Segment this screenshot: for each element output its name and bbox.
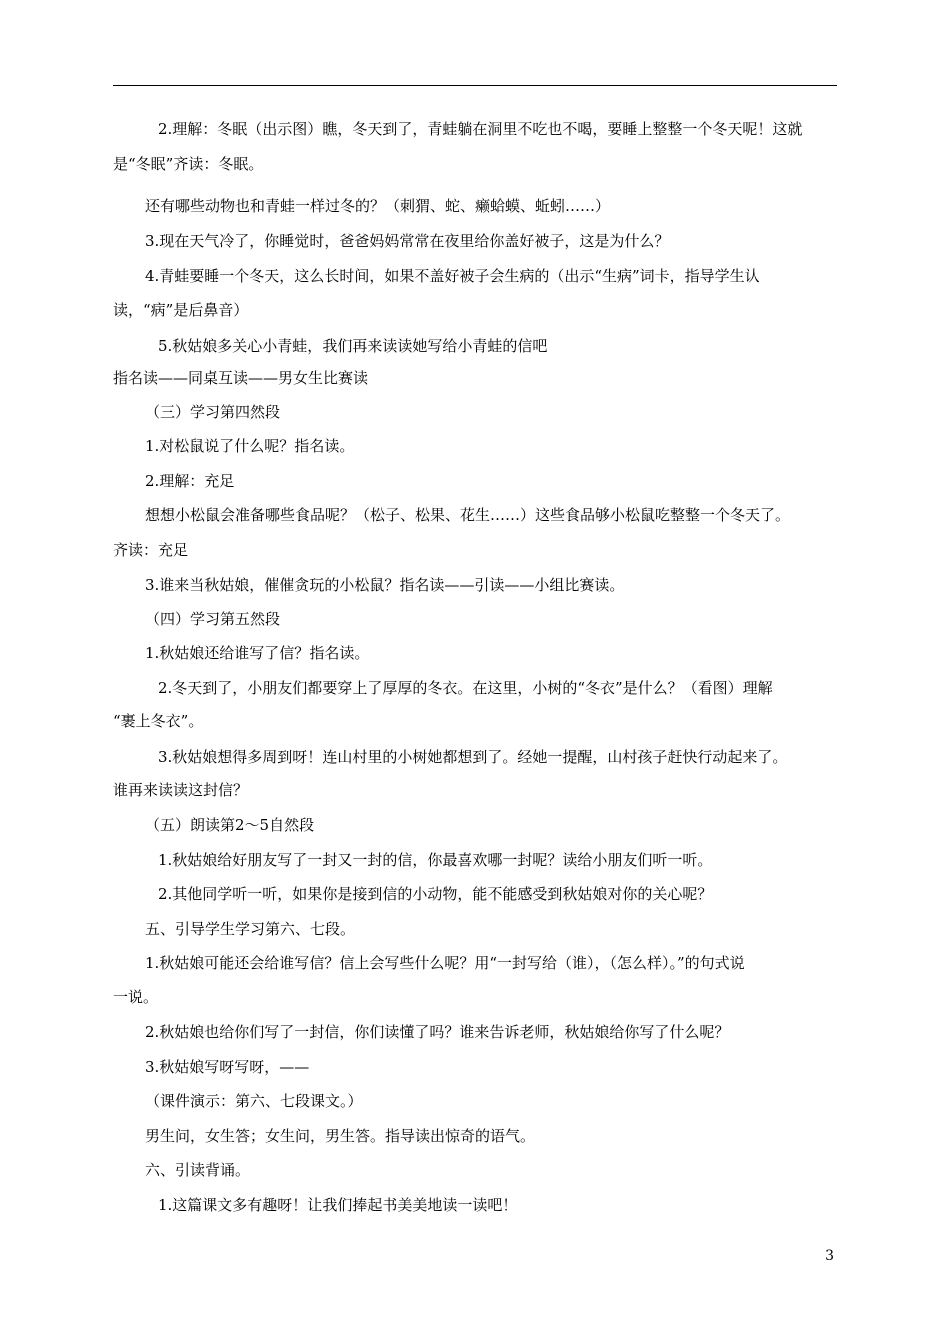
text-line: 2.秋姑娘也给你们写了一封信，你们读懂了吗？谁来告诉老师，秋姑娘给你写了什么呢？ [145,1023,730,1041]
text-line: 谁再来读读这封信？ [113,781,249,799]
section-heading: （五）朗读第2～5自然段 [145,816,315,834]
text-line: 齐读：充足 [113,541,189,559]
header-rule [113,85,837,86]
section-heading: 五、引导学生学习第六、七段。 [145,920,356,938]
text-line: “裹上冬衣”。 [113,712,204,730]
text-line: 1.这篇课文多有趣呀！让我们捧起书美美地读一读吧！ [158,1196,518,1214]
text-line: 2.其他同学听一听，如果你是接到信的小动物，能不能感受到秋姑娘对你的关心呢？ [158,885,713,903]
text-line: 2.理解：充足 [145,472,235,490]
text-line: 读，“病”是后鼻音） [113,301,249,319]
text-line: 1.对松鼠说了什么呢？指名读。 [145,437,355,455]
text-line: 男生问，女生答；女生问，男生答。指导读出惊奇的语气。 [145,1127,536,1145]
text-line: 想想小松鼠会准备哪些食品呢？（松子、松果、花生……）这些食品够小松鼠吃整整一个冬天了。 [145,506,791,524]
text-line: 是“冬眠”齐读：冬眠。 [113,155,264,173]
section-heading: 六、引读背诵。 [145,1161,251,1179]
text-line: （课件演示：第六、七段课文。） [145,1092,363,1110]
text-line: 3.秋姑娘写呀写呀，—— [145,1058,310,1076]
text-line: 1.秋姑娘还给谁写了信？指名读。 [145,644,370,662]
text-line: 2.冬天到了，小朋友们都要穿上了厚厚的冬衣。在这里，小树的“冬衣”是什么？（看图）理解 [158,679,773,697]
text-line: 2.理解：冬眠（出示图）瞧，冬天到了，青蛙躺在洞里不吃也不喝，要睡上整整一个冬天呢！这就 [158,120,803,138]
text-line: 1.秋姑娘给好朋友写了一封又一封的信，你最喜欢哪一封呢？读给小朋友们听一听。 [158,851,713,869]
text-line: 3.秋姑娘想得多周到呀！连山村里的小树她都想到了。经她一提醒，山村孩子赶快行动起来了。 [158,748,788,766]
text-line: 5.秋姑娘多关心小青蛙，我们再来读读她写给小青蛙的信吧 [158,337,548,355]
section-heading: （三）学习第四然段 [145,403,281,421]
text-line: 4.青蛙要睡一个冬天，这么长时间，如果不盖好被子会生病的（出示“生病”词卡，指导学生认 [145,267,760,285]
text-line: 还有哪些动物也和青蛙一样过冬的？（刺猬、蛇、癞蛤蟆、蚯蚓……） [145,197,611,215]
text-line: 指名读——同桌互读——男女生比赛读 [113,369,369,387]
section-heading: （四）学习第五然段 [145,610,281,628]
text-line: 一说。 [113,988,159,1006]
page-number: 3 [825,1248,834,1264]
text-line: 3.谁来当秋姑娘，催催贪玩的小松鼠？指名读——引读——小组比赛读。 [145,576,625,594]
text-line: 3.现在天气冷了，你睡觉时，爸爸妈妈常常在夜里给你盖好被子，这是为什么？ [145,232,670,250]
text-line: 1.秋姑娘可能还会给谁写信？信上会写些什么呢？用“一封写给（谁），（怎么样）。”的句式说 [145,954,745,972]
